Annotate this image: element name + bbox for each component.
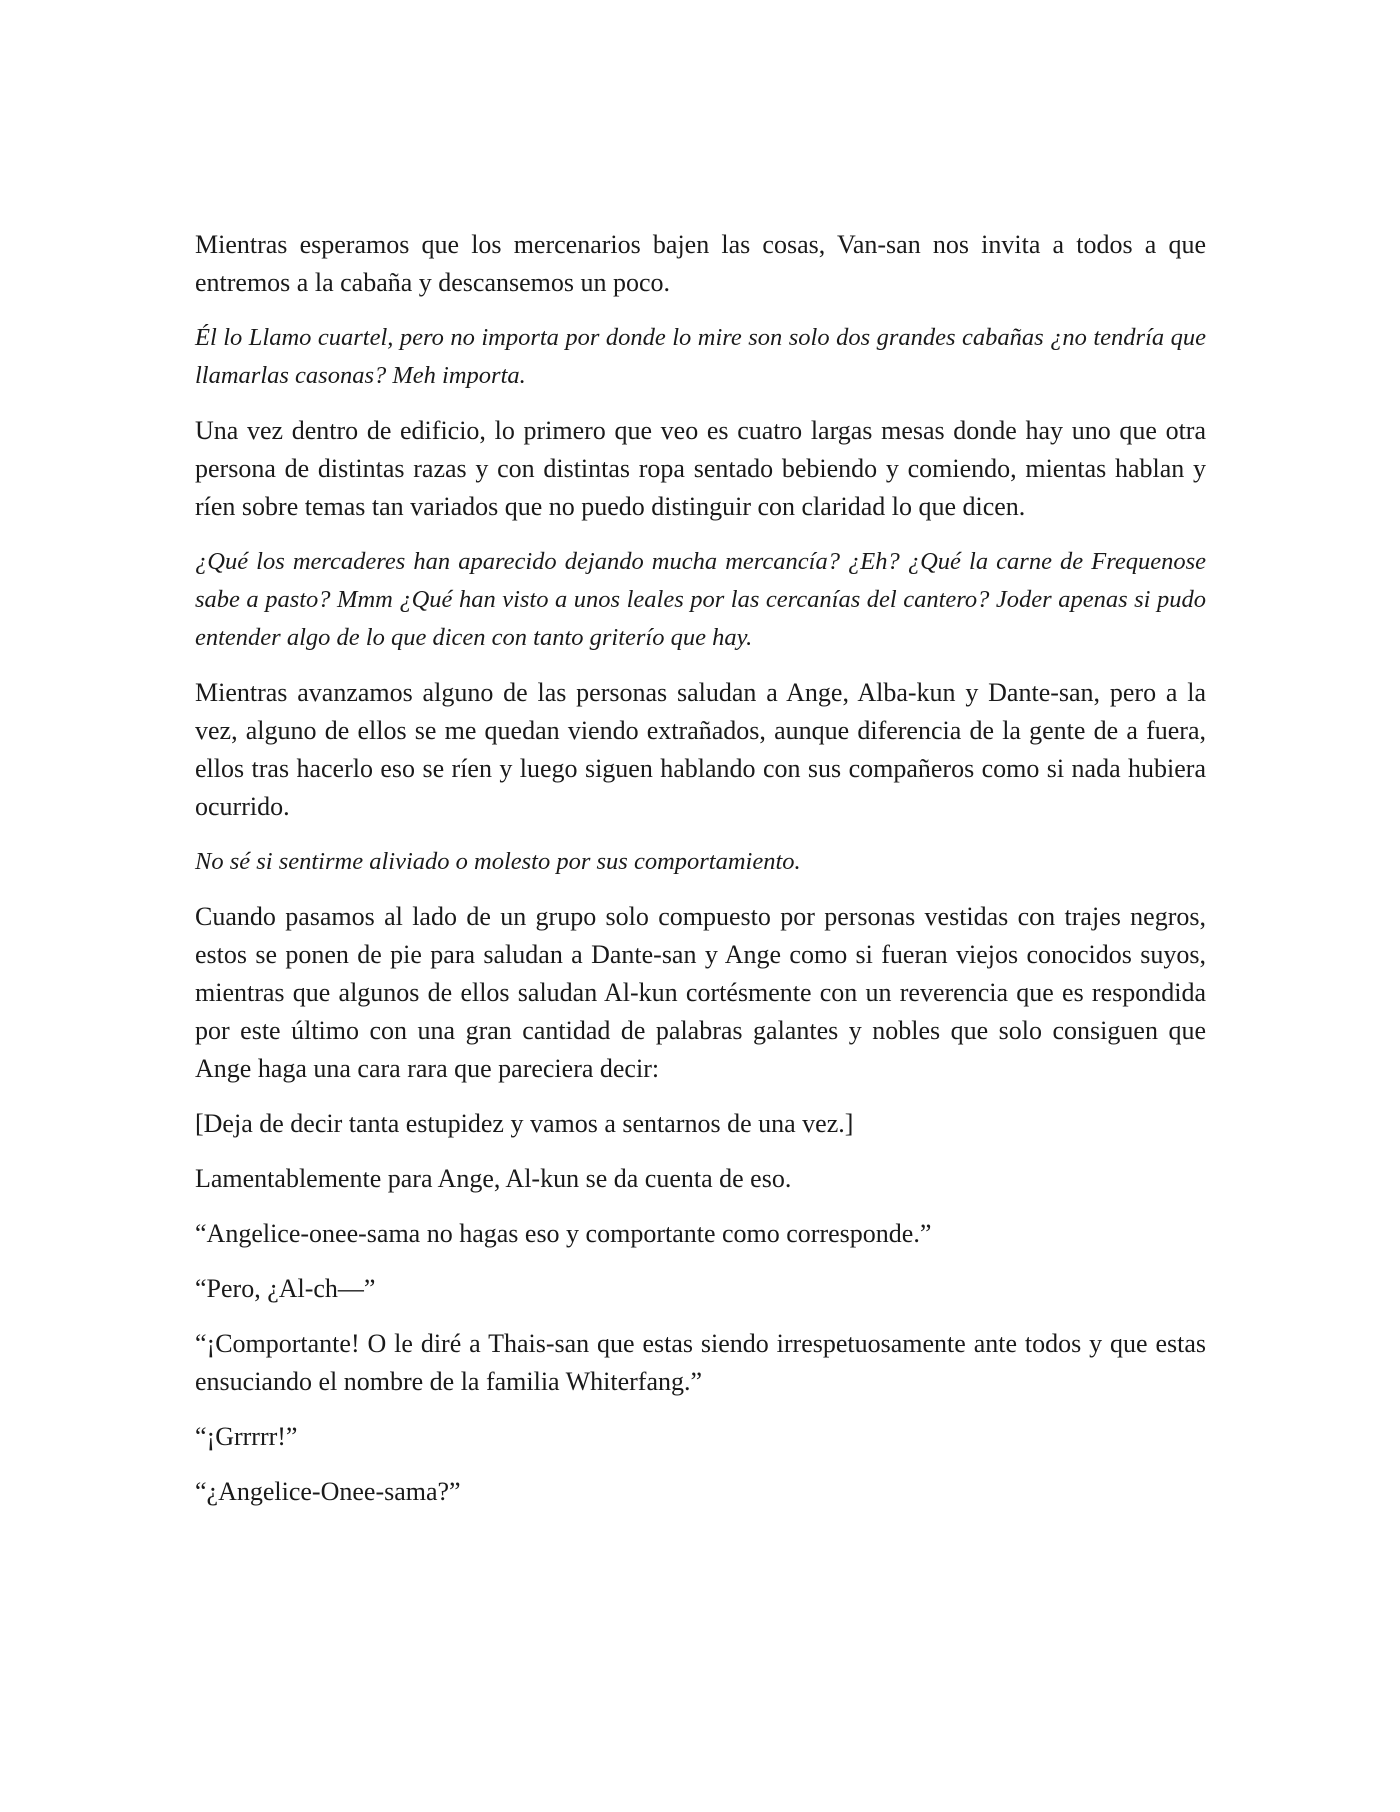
- paragraph: Lamentablemente para Ange, Al-kun se da cuenta de eso.: [195, 1164, 792, 1193]
- paragraph: Mientras esperamos que los mercenarios bajen las cosas, Van-san nos invita a todos a que entremos a la cabaña y descansemos un poco.: [195, 230, 1206, 297]
- document-page: [195, 226, 1206, 1528]
- italic-thought-paragraph: ¿Qué los mercaderes han aparecido dejando mucha mercancía? ¿Eh? ¿Qué la carne de Frequenose sabe a pasto? Mmm ¿Qué han visto a unos leales por las cercanías del cantero? Joder apenas si pudo entender algo de lo que dicen con tanto griterío que hay.: [195, 548, 1206, 651]
- dialogue-line: “¡Comportante! O le diré a Thais-san que estas siendo irrespetuosamente ante todos y que estas ensuciando el nombre de la familia Whiterfang.”: [195, 1329, 1206, 1396]
- dialogue-line: “Angelice-onee-sama no hagas eso y comportante como corresponde.”: [195, 1219, 932, 1248]
- italic-thought-paragraph: Él lo Llamo cuartel, pero no importa por donde lo mire son solo dos grandes cabañas ¿no tendría que llamarlas casonas? Meh importa.: [195, 324, 1206, 389]
- italic-thought-paragraph: No sé si sentirme aliviado o molesto por sus comportamiento.: [195, 848, 801, 875]
- paragraph: [Deja de decir tanta estupidez y vamos a sentarnos de una vez.]: [195, 1109, 854, 1138]
- dialogue-line: “¡Grrrrr!”: [195, 1422, 298, 1451]
- paragraph: Mientras avanzamos alguno de las personas saludan a Ange, Alba-kun y Dante-san, pero a la vez, alguno de ellos se me quedan viendo extrañados, aunque diferencia de la gente de a fuera, ellos tras hacerlo eso se ríen y luego siguen hablando con sus compañeros como si nada hubiera ocurrido.: [195, 678, 1206, 821]
- paragraph: Cuando pasamos al lado de un grupo solo compuesto por personas vestidas con trajes negros, estos se ponen de pie para saludan a Dante-san y Ange como si fueran viejos conocidos suyos, mientras que algunos de ellos saludan Al-kun cortésmente con un reverencia que es respondida por este último con una gran cantidad de palabras galantes y nobles que solo consiguen que Ange haga una cara rara que pareciera decir:: [195, 902, 1206, 1083]
- dialogue-line: “Pero, ¿Al-ch—”: [195, 1274, 376, 1303]
- paragraph: Una vez dentro de edificio, lo primero que veo es cuatro largas mesas donde hay uno que otra persona de distintas razas y con distintas ropa sentado bebiendo y comiendo, mientas hablan y ríen sobre temas tan variados que no puedo distinguir con claridad lo que dicen.: [195, 416, 1206, 521]
- dialogue-line: “¿Angelice-Onee-sama?”: [195, 1477, 461, 1506]
